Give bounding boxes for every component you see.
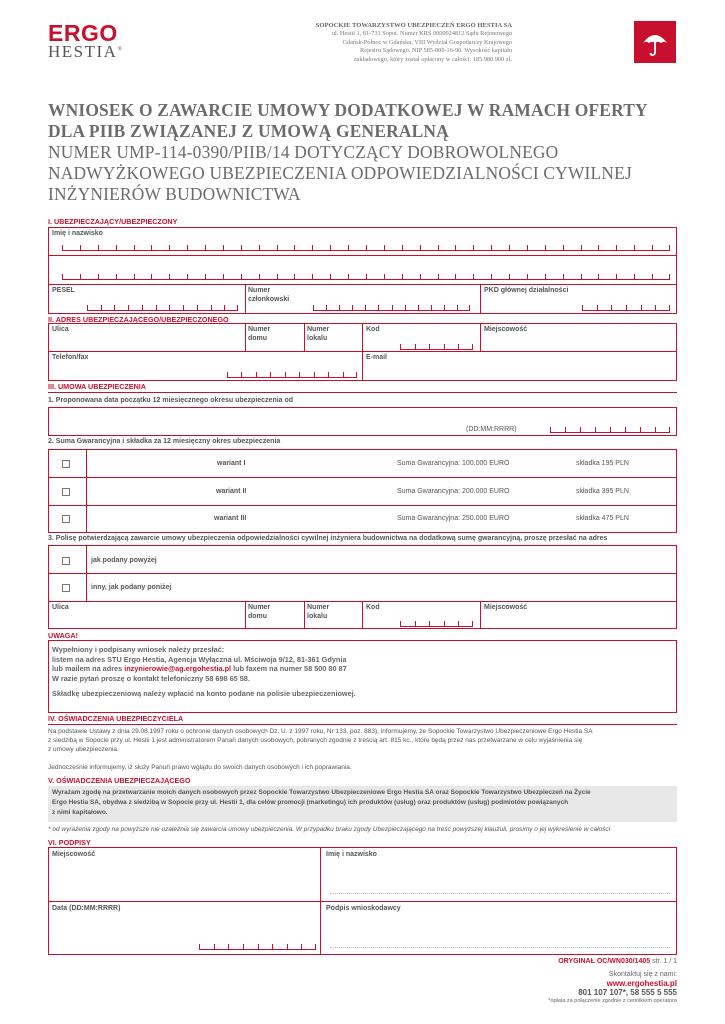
digit-cell-tick: [641, 305, 642, 310]
digit-cell-tick: [187, 245, 188, 250]
digit-cell-tick: [429, 621, 430, 626]
name-input-1[interactable]: [62, 244, 670, 251]
house-number-label: Numer domu: [248, 326, 271, 342]
digit-cell-tick: [473, 274, 474, 279]
digit-cell-tick: [241, 274, 242, 279]
digit-cell-tick: [444, 344, 445, 349]
signature-line[interactable]: [330, 947, 670, 948]
digit-cell-tick: [98, 274, 99, 279]
digit-cell-tick: [205, 245, 206, 250]
flat-number-label: Numer lokalu: [307, 604, 330, 620]
digit-cell-tick: [237, 305, 238, 310]
digit-cell-tick: [223, 245, 224, 250]
digit-cell-tick: [550, 427, 551, 432]
digit-cell-tick: [294, 245, 295, 250]
digit-cell-tick: [545, 245, 546, 250]
notice-text: Wypełniony i podpisany wniosek należy przesłać: listem na adres STU Ergo Hestia, Agencja Wyłączna ul. Mściwoja 9/12, 81-361 Gdynia lub mailem na adres inzynierowie@ag.ergohestia.pl lub faxem na numer 58 500 80 87 W razie pytań proszę o kontakt telefoniczny 58 698 65 58. Składkę ubezpieczeniową należy wpłacić na konto podane na polisie ubezpieczeniowej.: [52, 645, 356, 699]
divider: [48, 505, 677, 506]
digit-cell-tick: [270, 372, 271, 377]
digit-cell-tick: [491, 245, 492, 250]
digit-cell-tick: [151, 245, 152, 250]
digit-cell-tick: [343, 372, 344, 377]
digit-cell-tick: [616, 245, 617, 250]
digit-cell-tick: [62, 245, 63, 250]
section-3-title: III. UMOWA UBEZPIECZENIA: [48, 382, 146, 391]
digit-cell-tick: [258, 944, 259, 949]
original-mark: ORYGINAŁ OC/WN030/1405 str. 1 / 1: [558, 958, 677, 965]
policy-address-question: 3. Polisę potwierdzającą zawarcie umowy ubezpieczenia odpowiedzialności cywilnej inżyniera budownictwa na dodatkową sumę gwarancyjną, proszę przesłać na adres: [48, 535, 608, 542]
company-line: ul. Hestii 1, 81-731 Sopot. Numer KRS 0000024812 Sądu Rejonowego: [331, 30, 512, 38]
digit-cell-tick: [80, 245, 81, 250]
digit-cell-tick: [356, 372, 357, 377]
digit-cell-tick: [384, 245, 385, 250]
digit-cell-tick: [527, 245, 528, 250]
divider: [304, 323, 305, 351]
digit-cell-tick: [472, 344, 473, 349]
digit-cell-tick: [134, 245, 135, 250]
digit-cell-tick: [299, 372, 300, 377]
fullname-line[interactable]: [330, 893, 670, 894]
member-number-label: Numer członkowski: [248, 287, 290, 303]
digit-cell-tick: [669, 245, 670, 250]
umbrella-logo-icon: [634, 21, 676, 63]
title-line: NADWYŻKOWEGO UBEZPIECZENIA ODPOWIEDZIALNOŚCI CYWILNEJ: [48, 163, 632, 183]
digit-cell-tick: [626, 305, 627, 310]
digit-cell-tick: [330, 245, 331, 250]
digit-cell-tick: [287, 944, 288, 949]
digit-cell-tick: [294, 274, 295, 279]
digit-cell-tick: [438, 245, 439, 250]
digit-cell-tick: [565, 427, 566, 432]
digit-cell-tick: [241, 245, 242, 250]
notice-title: UWAGA!: [48, 631, 78, 640]
divider: [48, 901, 677, 902]
variant-1-name: wariant I: [217, 460, 246, 467]
digit-cell-tick: [509, 274, 510, 279]
divider: [245, 323, 246, 351]
digit-cell-tick: [580, 427, 581, 432]
variant-3-premium: składka 475 PLN: [576, 515, 629, 522]
digit-cell-tick: [243, 944, 244, 949]
name-input-2[interactable]: [62, 273, 670, 280]
digit-cell-tick: [598, 274, 599, 279]
digit-cell-tick: [312, 274, 313, 279]
digit-cell-tick: [655, 427, 656, 432]
digit-cell-tick: [392, 305, 393, 310]
digit-cell-tick: [581, 245, 582, 250]
company-info: [240, 22, 512, 64]
divider: [245, 601, 246, 629]
digit-cell-tick: [366, 274, 367, 279]
address-other-checkbox[interactable]: [62, 584, 70, 592]
pesel-input[interactable]: [87, 304, 238, 311]
divider: [48, 724, 677, 725]
digit-cell-tick: [581, 274, 582, 279]
digit-cell-tick: [259, 274, 260, 279]
digit-cell-tick: [563, 274, 564, 279]
digit-cell-tick: [169, 245, 170, 250]
section-4-title: IV. OŚWIADCZENIA UBEZPIECZYCIELA: [48, 714, 184, 723]
postcode-label: Kod: [366, 326, 380, 333]
digit-cell-tick: [457, 305, 458, 310]
flat-number-label: Numer lokalu: [307, 326, 330, 342]
digit-cell-tick: [415, 344, 416, 349]
digit-cell-tick: [205, 274, 206, 279]
notice-email-link[interactable]: inzynierowie@ag.ergohestia.pl: [124, 664, 232, 674]
digit-cell-tick: [402, 245, 403, 250]
digit-cell-tick: [142, 305, 143, 310]
digit-cell-tick: [314, 372, 315, 377]
city-label: Miejscowość: [484, 326, 528, 333]
sum-question: 2. Suma Gwarancyjna i składka za 12 miesięczny okres ubezpieczenia: [48, 438, 281, 445]
divider: [304, 601, 305, 629]
address-other-label: inny, jak podany poniżej: [91, 584, 172, 591]
digit-cell-tick: [655, 305, 656, 310]
digit-cell-tick: [366, 245, 367, 250]
digit-cell-tick: [101, 305, 102, 310]
digit-cell-tick: [491, 274, 492, 279]
consent-footnote: * od wyrażenia zgody na powyższe nie uzależnia się zawarcia umowy ubezpieczenia. W przypadku braku zgody Ubezpieczającego na treść powyższej klauzuli, prosimy o jej wykreślenie w całości: [48, 826, 611, 833]
digit-cell-tick: [652, 274, 653, 279]
digit-cell-tick: [151, 274, 152, 279]
start-date-input[interactable]: [550, 426, 670, 433]
digit-cell-tick: [214, 944, 215, 949]
phone-numbers: 801 107 107*, 58 555 5 555: [578, 988, 677, 997]
digit-cell-tick: [458, 344, 459, 349]
digit-cell-tick: [597, 305, 598, 310]
digit-cell-tick: [420, 245, 421, 250]
digit-cell-tick: [187, 274, 188, 279]
digit-cell-tick: [669, 427, 670, 432]
street-label: Ulica: [52, 326, 69, 333]
digit-cell-tick: [277, 245, 278, 250]
logo-ergo: ERGO: [48, 20, 118, 46]
section-1-box: [48, 227, 677, 314]
pkd-label: PKD głównej działalności: [484, 287, 569, 294]
place-label: Miejscowość: [52, 851, 96, 858]
digit-cell-tick: [98, 245, 99, 250]
variant-2-checkbox[interactable]: [62, 488, 70, 496]
date-format-hint: (DD:MM:RRRR): [466, 426, 517, 433]
digit-cell-tick: [227, 372, 228, 377]
divider: [480, 284, 481, 314]
digit-cell-tick: [652, 245, 653, 250]
section-6-title: VI. PODPISY: [48, 838, 91, 847]
divider: [48, 351, 677, 352]
digit-cell-tick: [116, 274, 117, 279]
digit-cell-tick: [405, 305, 406, 310]
digit-cell-tick: [527, 274, 528, 279]
digit-cell-tick: [458, 621, 459, 626]
divider: [48, 573, 677, 574]
pesel-label: PESEL: [52, 287, 75, 294]
title-line: NUMER UMP-114-0390/PIIB/14 DOTYCZĄCY DOBROWOLNEGO: [48, 142, 559, 162]
digit-cell-tick: [134, 274, 135, 279]
variant-3-name: wariant III: [214, 515, 247, 522]
digit-cell-tick: [277, 274, 278, 279]
divider: [48, 392, 677, 393]
digit-cell-tick: [455, 274, 456, 279]
digit-cell-tick: [272, 944, 273, 949]
company-line: zakładowego, który został opłacony w całości: 185.980.900 zł.: [353, 55, 512, 63]
section-2-title: II. ADRES UBEZPIECZAJĄCEGO/UBEZPIECZONEGO: [48, 315, 229, 324]
variant-2-premium: składka 395 PLN: [576, 488, 629, 495]
call-cost-note: *opłata za połączenie zgodnie z cennikiem operatora: [548, 998, 677, 1004]
street-label: Ulica: [52, 604, 69, 611]
digit-cell-tick: [326, 305, 327, 310]
insurer-statement: Na podstawie Ustawy z dnia 29.08.1997 roku o ochronie danych osobowych Dz. U. z 1997 roku, Nr 133, poz. 883), informujemy, że Sopockie Towarzystwo Ubezpieczeniowe Ergo Hestia SA z siedzibą w Sopocie przy ul. Hestii 1 jest administratorem Panaŕi danych osobowych, pobranych zgodnie z treścią art. 815 kc., które będą przez nas przetwarzane w celu wyjaśnienia się z umowy ubezpieczenia. Jednocześnie informujemy, iż służy Panuŕi prawo wglądu do swoich danych osobowych i ich poprawiania.: [48, 728, 593, 771]
digit-cell-tick: [431, 305, 432, 310]
variant-1-checkbox[interactable]: [62, 460, 70, 468]
digit-cell-tick: [616, 274, 617, 279]
title-line: DLA PIIB ZWIĄZANEJ Z UMOWĄ GENERALNĄ: [48, 121, 449, 141]
digit-cell-tick: [625, 427, 626, 432]
digit-cell-tick: [634, 274, 635, 279]
member-number-input[interactable]: [313, 304, 470, 311]
digit-cell-tick: [444, 621, 445, 626]
digit-cell-tick: [598, 245, 599, 250]
digit-cell-tick: [228, 944, 229, 949]
digit-cell-tick: [241, 372, 242, 377]
title-line: WNIOSEK O ZAWARCIE UMOWY DODATKOWEJ W RAMACH OFERTY: [48, 100, 648, 120]
variant-3-checkbox[interactable]: [62, 515, 70, 523]
signature-label: Podpis wnioskodawcy: [326, 905, 401, 912]
digit-cell-tick: [285, 372, 286, 377]
digit-cell-tick: [62, 274, 63, 279]
digit-cell-tick: [378, 305, 379, 310]
phone-input[interactable]: [227, 371, 357, 378]
digit-cell-tick: [183, 305, 184, 310]
digit-cell-tick: [256, 372, 257, 377]
digit-cell-tick: [348, 274, 349, 279]
digit-cell-tick: [582, 305, 583, 310]
digit-cell-tick: [472, 621, 473, 626]
digit-cell-tick: [669, 305, 670, 310]
digit-cell-tick: [509, 245, 510, 250]
divider: [245, 284, 246, 314]
digit-cell-tick: [312, 245, 313, 250]
logo-hestia: HESTIA®: [48, 42, 124, 61]
digit-cell-tick: [339, 305, 340, 310]
divider: [480, 323, 481, 351]
website-link[interactable]: www.ergohestia.pl: [606, 979, 677, 988]
divider: [362, 323, 363, 381]
start-date-question: 1. Proponowana data początku 12 miesięcznego okresu ubezpieczenia od: [48, 397, 294, 404]
house-number-label: Numer domu: [248, 604, 271, 620]
section-1-title: I. UBEZPIECZAJĄCY/UBEZPIECZONY: [48, 217, 178, 226]
digit-cell-tick: [429, 344, 430, 349]
variant-2-sum: Suma Gwarancyjna: 200.000 EURO: [397, 488, 510, 495]
digit-cell-tick: [634, 245, 635, 250]
company-line: Gdańsk-Północ w Gdańsku, VIII Wydział Gospodarczy Krajowego: [342, 38, 512, 46]
variant-1-premium: składka 195 PLN: [576, 460, 629, 467]
consent-text: Wyrażam zgodę na przetwarzanie moich danych osobowych przez Sopockie Towarzystwo Ubezpieczeniowe Ergo Hestia SA oraz Sopockie Towarzystwo Ubezpieczeń na Życie Ergo Hestia SA, obydwa z siedzibą w Sopocie przy ul. Hestii 1, dla celów promocji (marketingu) ich produktów (usług) oraz produktów (usług) podmiotów powiązanych z nimi kapitałowo.: [52, 789, 591, 816]
date-label: Data (DD:MM:RRRR): [52, 905, 121, 912]
address-same-checkbox[interactable]: [62, 557, 70, 565]
digit-cell-tick: [128, 305, 129, 310]
digit-cell-tick: [199, 944, 200, 949]
digit-cell-tick: [301, 944, 302, 949]
digit-cell-tick: [224, 305, 225, 310]
digit-cell-tick: [348, 245, 349, 250]
digit-cell-tick: [313, 305, 314, 310]
digit-cell-tick: [444, 305, 445, 310]
digit-cell-tick: [169, 305, 170, 310]
digit-cell-tick: [330, 274, 331, 279]
digit-cell-tick: [563, 245, 564, 250]
company-name: SOPOCKIE TOWARZYSTWO UBEZPIECZEŃ ERGO HESTIA SA: [315, 22, 512, 29]
phone-label: Telefon/fax: [52, 354, 89, 361]
fullname-label: Imię i nazwisko: [326, 851, 377, 858]
section-5-title: V. OŚWIADCZENIA UBEZPIECZAJĄCEGO: [48, 776, 191, 785]
digit-cell-tick: [169, 274, 170, 279]
digit-cell-tick: [669, 274, 670, 279]
divider: [48, 284, 677, 285]
digit-cell-tick: [595, 427, 596, 432]
digit-cell-tick: [116, 245, 117, 250]
digit-cell-tick: [156, 305, 157, 310]
digit-cell-tick: [80, 274, 81, 279]
digit-cell-tick: [640, 427, 641, 432]
digit-cell-tick: [402, 274, 403, 279]
address-same-label: jak podany powyżej: [91, 557, 157, 564]
postcode-input-2[interactable]: [400, 620, 473, 627]
divider: [48, 255, 677, 256]
contact-label: Skontaktuj się z nami:: [608, 971, 677, 978]
digit-cell-tick: [455, 245, 456, 250]
digit-cell-tick: [114, 305, 115, 310]
digit-cell-tick: [415, 621, 416, 626]
signature-date-input[interactable]: [199, 943, 316, 950]
digit-cell-tick: [473, 245, 474, 250]
digit-cell-tick: [197, 305, 198, 310]
digit-cell-tick: [610, 427, 611, 432]
digit-cell-tick: [315, 944, 316, 949]
title-line: INŻYNIERÓW BUDOWNICTWA: [48, 184, 301, 204]
company-line: Rejestru Sądowego. NIP 585-000-16-90. Wysokość kapitału: [360, 47, 512, 55]
digit-cell-tick: [400, 621, 401, 626]
digit-cell-tick: [611, 305, 612, 310]
digit-cell-tick: [87, 305, 88, 310]
divider: [480, 601, 481, 629]
digit-cell-tick: [400, 344, 401, 349]
postcode-input[interactable]: [400, 343, 473, 350]
digit-cell-tick: [328, 372, 329, 377]
digit-cell-tick: [469, 305, 470, 310]
variant-1-sum: Suma Gwarancyjna: 100.000 EURO: [397, 460, 510, 467]
divider: [86, 449, 87, 533]
form-title: [48, 100, 688, 205]
digit-cell-tick: [438, 274, 439, 279]
digit-cell-tick: [211, 305, 212, 310]
postcode-label: Kod: [366, 604, 380, 611]
digit-cell-tick: [223, 274, 224, 279]
digit-cell-tick: [418, 305, 419, 310]
variant-3-sum: Suma Gwarancyjna: 250.000 EURO: [397, 515, 510, 522]
digit-cell-tick: [365, 305, 366, 310]
pkd-input[interactable]: [582, 304, 670, 311]
digit-cell-tick: [259, 245, 260, 250]
digit-cell-tick: [352, 305, 353, 310]
divider: [362, 601, 363, 629]
digit-cell-tick: [545, 274, 546, 279]
variant-2-name: wariant II: [216, 488, 247, 495]
digit-cell-tick: [384, 274, 385, 279]
divider: [48, 477, 677, 478]
city-label: Miejscowość: [484, 604, 528, 611]
name-label: Imię i nazwisko: [52, 230, 103, 237]
digit-cell-tick: [420, 274, 421, 279]
email-label: E-mail: [366, 354, 388, 361]
